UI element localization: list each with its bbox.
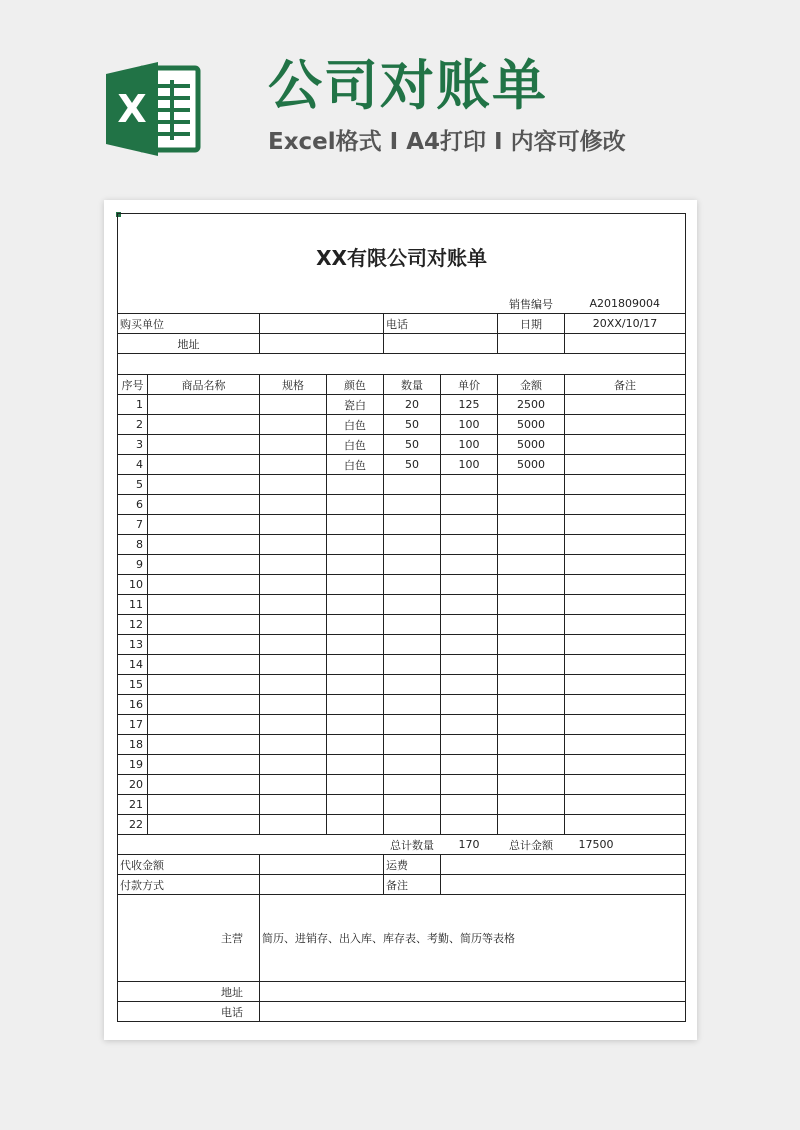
qty-cell[interactable] — [384, 795, 441, 815]
col-header: 颜色 — [327, 375, 384, 395]
logo-letter: X — [117, 87, 147, 131]
price-cell[interactable] — [441, 755, 498, 775]
table-row — [118, 495, 686, 515]
amount-cell[interactable] — [498, 635, 565, 655]
price-cell[interactable] — [441, 695, 498, 715]
footer-address-field[interactable] — [260, 982, 686, 1002]
table-row — [118, 475, 686, 495]
table-row — [118, 675, 686, 695]
product-name-cell[interactable] — [148, 615, 260, 635]
color-cell[interactable] — [327, 695, 384, 715]
color-cell[interactable] — [327, 755, 384, 775]
footer-phone-label: 电话 — [118, 1002, 260, 1022]
amount-cell[interactable] — [498, 575, 565, 595]
price-cell[interactable] — [441, 815, 498, 835]
qty-cell[interactable] — [384, 555, 441, 575]
row-number: 12 — [118, 615, 148, 635]
amount-cell[interactable] — [498, 695, 565, 715]
main-business-value[interactable]: 简历、进销存、出入库、库存表、考勤、简历等表格 — [260, 895, 686, 982]
table-row — [118, 775, 686, 795]
row-number: 17 — [118, 715, 148, 735]
product-name-cell[interactable] — [148, 555, 260, 575]
date-value[interactable]: 20XX/10/17 — [565, 314, 686, 334]
amount-cell[interactable] — [498, 515, 565, 535]
product-name-cell[interactable] — [148, 535, 260, 555]
row-number: 16 — [118, 695, 148, 715]
spec-cell[interactable] — [260, 455, 327, 475]
table-row — [118, 455, 686, 475]
phone-label: 电话 — [384, 314, 498, 334]
total-qty-value: 170 — [441, 835, 498, 855]
product-name-cell[interactable] — [148, 735, 260, 755]
remark-label: 备注 — [384, 875, 441, 895]
color-cell[interactable] — [327, 615, 384, 635]
statement-table — [117, 213, 686, 1022]
amount-cell[interactable] — [498, 475, 565, 495]
spec-cell[interactable] — [260, 575, 327, 595]
note-cell[interactable] — [565, 615, 686, 635]
product-name-cell[interactable] — [148, 455, 260, 475]
serial-value: A201809004 — [565, 294, 686, 314]
price-cell[interactable]: 125 — [441, 395, 498, 415]
note-cell[interactable] — [565, 775, 686, 795]
color-cell[interactable] — [327, 575, 384, 595]
amount-cell[interactable]: 5000 — [498, 415, 565, 435]
footer-phone-field[interactable] — [260, 1002, 686, 1022]
color-cell[interactable] — [327, 715, 384, 735]
qty-cell[interactable] — [384, 755, 441, 775]
spec-cell[interactable] — [260, 655, 327, 675]
price-cell[interactable] — [441, 635, 498, 655]
amount-cell[interactable] — [498, 795, 565, 815]
col-header: 数量 — [384, 375, 441, 395]
buyer-label: 购买单位 — [118, 314, 260, 334]
note-cell[interactable] — [565, 475, 686, 495]
price-cell[interactable] — [441, 595, 498, 615]
note-cell[interactable] — [565, 535, 686, 555]
qty-cell[interactable] — [384, 615, 441, 635]
note-cell[interactable] — [565, 395, 686, 415]
product-name-cell[interactable] — [148, 415, 260, 435]
table-row — [118, 635, 686, 655]
spec-cell[interactable] — [260, 495, 327, 515]
qty-cell[interactable] — [384, 635, 441, 655]
qty-cell[interactable] — [384, 695, 441, 715]
total-qty-label: 总计数量 — [384, 835, 441, 855]
color-cell[interactable] — [327, 795, 384, 815]
product-name-cell[interactable] — [148, 435, 260, 455]
note-cell[interactable] — [565, 795, 686, 815]
price-cell[interactable] — [441, 715, 498, 735]
table-row — [118, 695, 686, 715]
table-row — [118, 415, 686, 435]
table-row — [118, 435, 686, 455]
amount-cell[interactable] — [498, 615, 565, 635]
serial-label: 销售编号 — [509, 297, 553, 311]
note-cell[interactable] — [565, 815, 686, 835]
date-label: 日期 — [498, 314, 565, 334]
amount-cell[interactable] — [498, 775, 565, 795]
row-number: 13 — [118, 635, 148, 655]
spacer-row — [118, 354, 686, 375]
product-name-cell[interactable] — [148, 715, 260, 735]
row-number: 6 — [118, 495, 148, 515]
main-business-label: 主营 — [118, 895, 260, 982]
row-number: 4 — [118, 455, 148, 475]
spec-cell[interactable] — [260, 775, 327, 795]
table-row — [118, 655, 686, 675]
table-row — [118, 755, 686, 775]
qty-cell[interactable] — [384, 515, 441, 535]
remark-field[interactable] — [441, 875, 686, 895]
row-number: 9 — [118, 555, 148, 575]
amount-cell[interactable] — [498, 555, 565, 575]
table-row — [118, 715, 686, 735]
freight-label: 运费 — [384, 855, 441, 875]
amount-cell[interactable]: 5000 — [498, 435, 565, 455]
table-row — [118, 535, 686, 555]
amount-cell[interactable]: 2500 — [498, 395, 565, 415]
price-cell[interactable]: 100 — [441, 455, 498, 475]
total-amount-label: 总计金额 — [498, 835, 565, 855]
note-cell[interactable] — [565, 755, 686, 775]
color-cell[interactable] — [327, 675, 384, 695]
note-cell[interactable] — [565, 695, 686, 715]
spec-cell[interactable] — [260, 535, 327, 555]
row-number: 10 — [118, 575, 148, 595]
address-field[interactable] — [260, 334, 384, 354]
spec-cell[interactable] — [260, 695, 327, 715]
color-cell[interactable] — [327, 595, 384, 615]
color-cell[interactable] — [327, 735, 384, 755]
color-cell[interactable] — [327, 495, 384, 515]
note-cell[interactable] — [565, 735, 686, 755]
color-cell[interactable] — [327, 475, 384, 495]
qty-cell[interactable] — [384, 775, 441, 795]
note-cell[interactable] — [565, 655, 686, 675]
price-cell[interactable] — [441, 495, 498, 515]
note-cell[interactable] — [565, 675, 686, 695]
qty-cell[interactable] — [384, 655, 441, 675]
statement-title: XX有限公司对账单 — [118, 214, 686, 295]
qty-cell[interactable] — [384, 595, 441, 615]
price-cell[interactable]: 100 — [441, 415, 498, 435]
row-number: 22 — [118, 815, 148, 835]
price-cell[interactable] — [441, 775, 498, 795]
spec-cell[interactable] — [260, 435, 327, 455]
product-name-cell[interactable] — [148, 655, 260, 675]
amount-cell[interactable] — [498, 675, 565, 695]
color-cell[interactable] — [327, 535, 384, 555]
color-cell[interactable]: 白色 — [327, 415, 384, 435]
color-cell[interactable] — [327, 655, 384, 675]
spec-cell[interactable] — [260, 735, 327, 755]
col-header: 规格 — [260, 375, 327, 395]
product-name-cell[interactable] — [148, 675, 260, 695]
statement-sheet — [117, 213, 685, 1022]
spec-cell[interactable] — [260, 555, 327, 575]
spec-cell[interactable] — [260, 755, 327, 775]
row-number: 11 — [118, 595, 148, 615]
price-cell[interactable]: 100 — [441, 435, 498, 455]
total-amount-value: 17500 — [565, 835, 686, 855]
product-name-cell[interactable] — [148, 795, 260, 815]
excel-icon — [106, 62, 202, 156]
spec-cell[interactable] — [260, 815, 327, 835]
row-number: 18 — [118, 735, 148, 755]
note-cell[interactable] — [565, 635, 686, 655]
amount-cell[interactable] — [498, 815, 565, 835]
product-name-cell[interactable] — [148, 695, 260, 715]
table-row — [118, 575, 686, 595]
color-cell[interactable]: 瓷白 — [327, 395, 384, 415]
amount-cell[interactable]: 5000 — [498, 455, 565, 475]
footer-address-label: 地址 — [118, 982, 260, 1002]
qty-cell[interactable]: 50 — [384, 415, 441, 435]
qty-cell[interactable] — [384, 675, 441, 695]
table-row — [118, 735, 686, 755]
col-header: 备注 — [565, 375, 686, 395]
color-cell[interactable]: 白色 — [327, 455, 384, 475]
spec-cell[interactable] — [260, 515, 327, 535]
price-cell[interactable] — [441, 795, 498, 815]
col-header: 单价 — [441, 375, 498, 395]
note-cell[interactable] — [565, 555, 686, 575]
address-label: 地址 — [118, 334, 260, 354]
amount-cell[interactable] — [498, 535, 565, 555]
color-cell[interactable] — [327, 555, 384, 575]
row-number: 2 — [118, 415, 148, 435]
amount-cell[interactable] — [498, 495, 565, 515]
note-cell[interactable] — [565, 455, 686, 475]
table-row — [118, 395, 686, 415]
banner-title: 公司对账单 — [268, 54, 548, 117]
row-number: 15 — [118, 675, 148, 695]
price-cell[interactable] — [441, 555, 498, 575]
table-row — [118, 555, 686, 575]
spec-cell[interactable] — [260, 475, 327, 495]
note-cell[interactable] — [565, 715, 686, 735]
qty-cell[interactable] — [384, 735, 441, 755]
col-header: 金额 — [498, 375, 565, 395]
product-name-cell[interactable] — [148, 575, 260, 595]
table-header — [118, 375, 686, 395]
product-name-cell[interactable] — [148, 495, 260, 515]
product-name-cell[interactable] — [148, 635, 260, 655]
payment-label: 付款方式 — [118, 875, 260, 895]
qty-cell[interactable]: 50 — [384, 455, 441, 475]
amount-cell[interactable] — [498, 755, 565, 775]
price-cell[interactable] — [441, 675, 498, 695]
note-cell[interactable] — [565, 595, 686, 615]
row-number: 8 — [118, 535, 148, 555]
spec-cell[interactable] — [260, 715, 327, 735]
price-cell[interactable] — [441, 475, 498, 495]
spec-cell[interactable] — [260, 795, 327, 815]
freight-field[interactable] — [441, 855, 686, 875]
row-number: 14 — [118, 655, 148, 675]
table-row — [118, 795, 686, 815]
price-cell[interactable] — [441, 535, 498, 555]
qty-cell[interactable] — [384, 815, 441, 835]
qty-cell[interactable] — [384, 535, 441, 555]
note-cell[interactable] — [565, 435, 686, 455]
amount-cell[interactable] — [498, 715, 565, 735]
banner-subtitle: Excel格式 Ⅰ A4打印 Ⅰ 内容可修改 — [268, 129, 626, 155]
row-number: 5 — [118, 475, 148, 495]
collect-label: 代收金额 — [118, 855, 260, 875]
address-extra-field[interactable] — [384, 334, 498, 354]
price-cell[interactable] — [441, 615, 498, 635]
buyer-field[interactable] — [260, 314, 384, 334]
note-cell[interactable] — [565, 495, 686, 515]
spec-cell[interactable] — [260, 415, 327, 435]
row-number: 1 — [118, 395, 148, 415]
product-name-cell[interactable] — [148, 515, 260, 535]
table-row — [118, 515, 686, 535]
row-number: 3 — [118, 435, 148, 455]
spec-cell[interactable] — [260, 675, 327, 695]
product-name-cell[interactable] — [148, 595, 260, 615]
address-extra-field-3[interactable] — [565, 334, 686, 354]
qty-cell[interactable]: 20 — [384, 395, 441, 415]
price-cell[interactable] — [441, 735, 498, 755]
amount-cell[interactable] — [498, 655, 565, 675]
product-name-cell[interactable] — [148, 475, 260, 495]
table-row — [118, 615, 686, 635]
address-extra-field-2[interactable] — [498, 334, 565, 354]
table-row — [118, 595, 686, 615]
color-cell[interactable] — [327, 775, 384, 795]
price-cell[interactable] — [441, 515, 498, 535]
row-number: 20 — [118, 775, 148, 795]
price-cell[interactable] — [441, 655, 498, 675]
qty-cell[interactable] — [384, 575, 441, 595]
product-name-cell[interactable] — [148, 395, 260, 415]
price-cell[interactable] — [441, 575, 498, 595]
col-header: 商品名称 — [148, 375, 260, 395]
spec-cell[interactable] — [260, 395, 327, 415]
amount-cell[interactable] — [498, 595, 565, 615]
spec-cell[interactable] — [260, 595, 327, 615]
table-row — [118, 815, 686, 835]
note-cell[interactable] — [565, 415, 686, 435]
row-number: 7 — [118, 515, 148, 535]
payment-field[interactable] — [260, 875, 384, 895]
collect-field[interactable] — [260, 855, 384, 875]
col-header: 序号 — [118, 375, 148, 395]
statement-paper — [104, 200, 697, 1040]
product-name-cell[interactable] — [148, 755, 260, 775]
spec-cell[interactable] — [260, 615, 327, 635]
row-number: 19 — [118, 755, 148, 775]
color-cell[interactable] — [327, 515, 384, 535]
qty-cell[interactable] — [384, 715, 441, 735]
product-name-cell[interactable] — [148, 815, 260, 835]
qty-cell[interactable] — [384, 495, 441, 515]
qty-cell[interactable] — [384, 475, 441, 495]
note-cell[interactable] — [565, 575, 686, 595]
amount-cell[interactable] — [498, 735, 565, 755]
color-cell[interactable]: 白色 — [327, 435, 384, 455]
spec-cell[interactable] — [260, 635, 327, 655]
product-name-cell[interactable] — [148, 775, 260, 795]
row-number: 21 — [118, 795, 148, 815]
color-cell[interactable] — [327, 635, 384, 655]
qty-cell[interactable]: 50 — [384, 435, 441, 455]
note-cell[interactable] — [565, 515, 686, 535]
color-cell[interactable] — [327, 815, 384, 835]
